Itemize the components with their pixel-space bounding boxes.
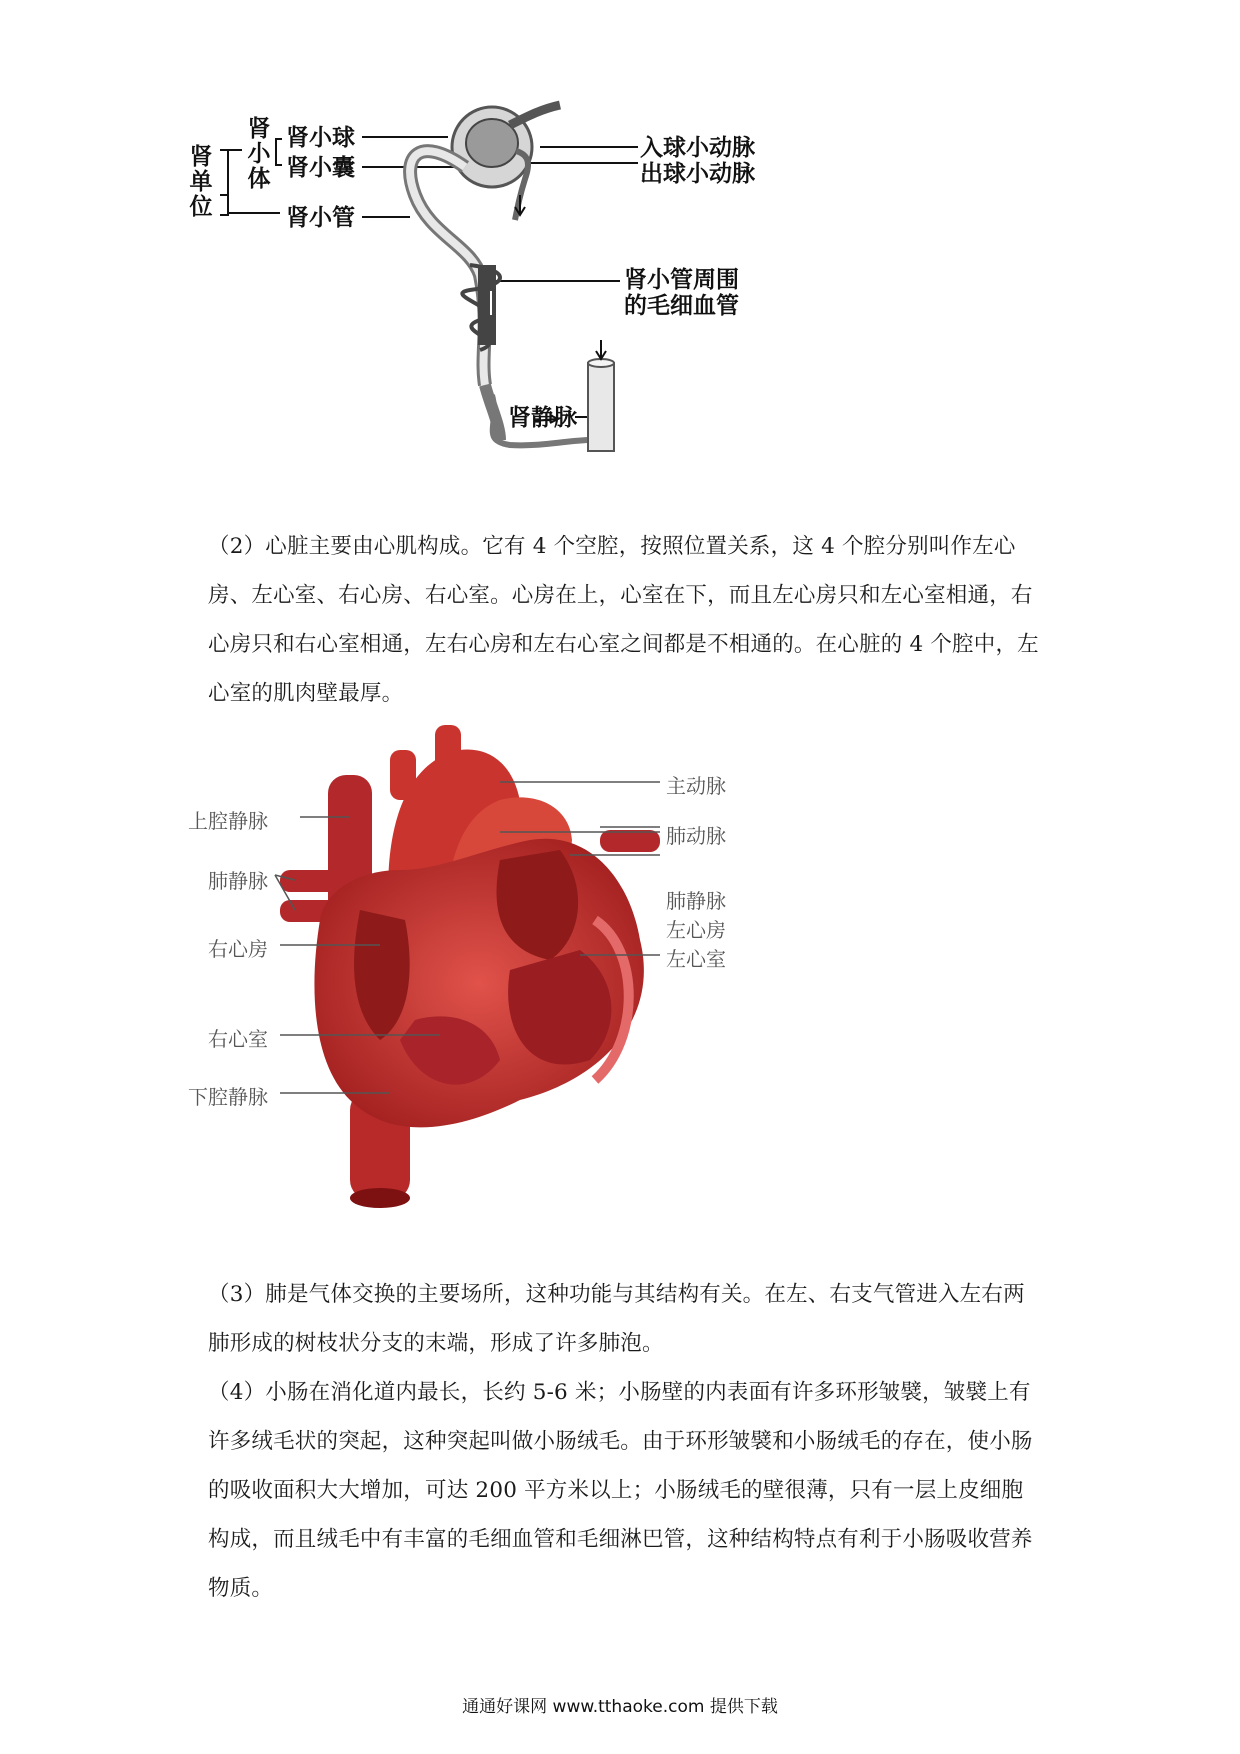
superior-vena-cava-label: 上腔静脉: [188, 809, 268, 833]
peritubular-capillary-label-line1: 肾小管周围: [624, 267, 739, 293]
renal-corpuscle-label: 肾小体: [247, 116, 271, 192]
paragraph-lung: （3）肺是气体交换的主要场所，这种功能与其结构有关。在左、右支气管进入左右两肺形成的树枝状分支的末端，形成了许多肺泡。: [208, 1282, 1025, 1356]
paragraph-small-intestine: （4）小肠在消化道内最长，长约 5-6 米；小肠壁的内表面有许多环形皱襞，皱襞上有许多绒毛状的突起，这种突起叫做小肠绒毛。由于环形皱襞和小肠绒毛的存在，使小肠的吸收面积大大增加，可达 200 平方米以上；小肠绒毛的壁很薄，只有一层上皮细胞构成，而且绒毛中有丰富的毛细血管和毛细淋巴管，这种结构特点有利于小肠吸收营养物质。: [208, 1380, 1033, 1601]
efferent-arteriole-label: 出球小动脉: [640, 161, 755, 187]
pulmonary-vein-left-label: 肺静脉: [208, 869, 268, 893]
glomerulus-label: 肾小球: [286, 125, 355, 151]
heart-illustration: [200, 720, 840, 1250]
left-atrium-label: 左心房: [666, 918, 726, 942]
renal-tubule-label: 肾小管: [286, 205, 355, 231]
heart-diagram: [188, 720, 840, 1250]
right-ventricle-label: 右心室: [208, 1027, 268, 1051]
page-footer: 通通好课网 www.tthaoke.com 提供下载: [462, 1697, 778, 1717]
peritubular-capillary-label-line2: 的毛细血管: [624, 293, 739, 319]
nephron-unit-label: 肾单位: [189, 144, 213, 220]
nephron-diagram: [180, 95, 900, 515]
bowman-capsule-label: 肾小囊: [286, 155, 355, 181]
left-ventricle-label: 左心室: [666, 947, 726, 971]
right-atrium-label: 右心房: [208, 937, 268, 961]
aorta-label: 主动脉: [666, 774, 726, 798]
pulmonary-artery-label: 肺动脉: [666, 824, 726, 848]
inferior-vena-cava-label: 下腔静脉: [188, 1085, 268, 1109]
afferent-arteriole-label: 入球小动脉: [640, 135, 755, 161]
pulmonary-vein-right-label: 肺静脉: [666, 889, 726, 913]
renal-vein-label: 肾静脉: [508, 405, 577, 431]
paragraph-heart: （2）心脏主要由心肌构成。它有 4 个空腔，按照位置关系，这 4 个腔分别叫作左心房、左心室、右心房、右心室。心房在上，心室在下，而且左心房只和左心室相通，右心房只和右心室相通，左右心房和左右心室之间都是不相通的。在心脏的 4 个腔中，左心室的肌肉壁最厚。: [208, 534, 1039, 706]
